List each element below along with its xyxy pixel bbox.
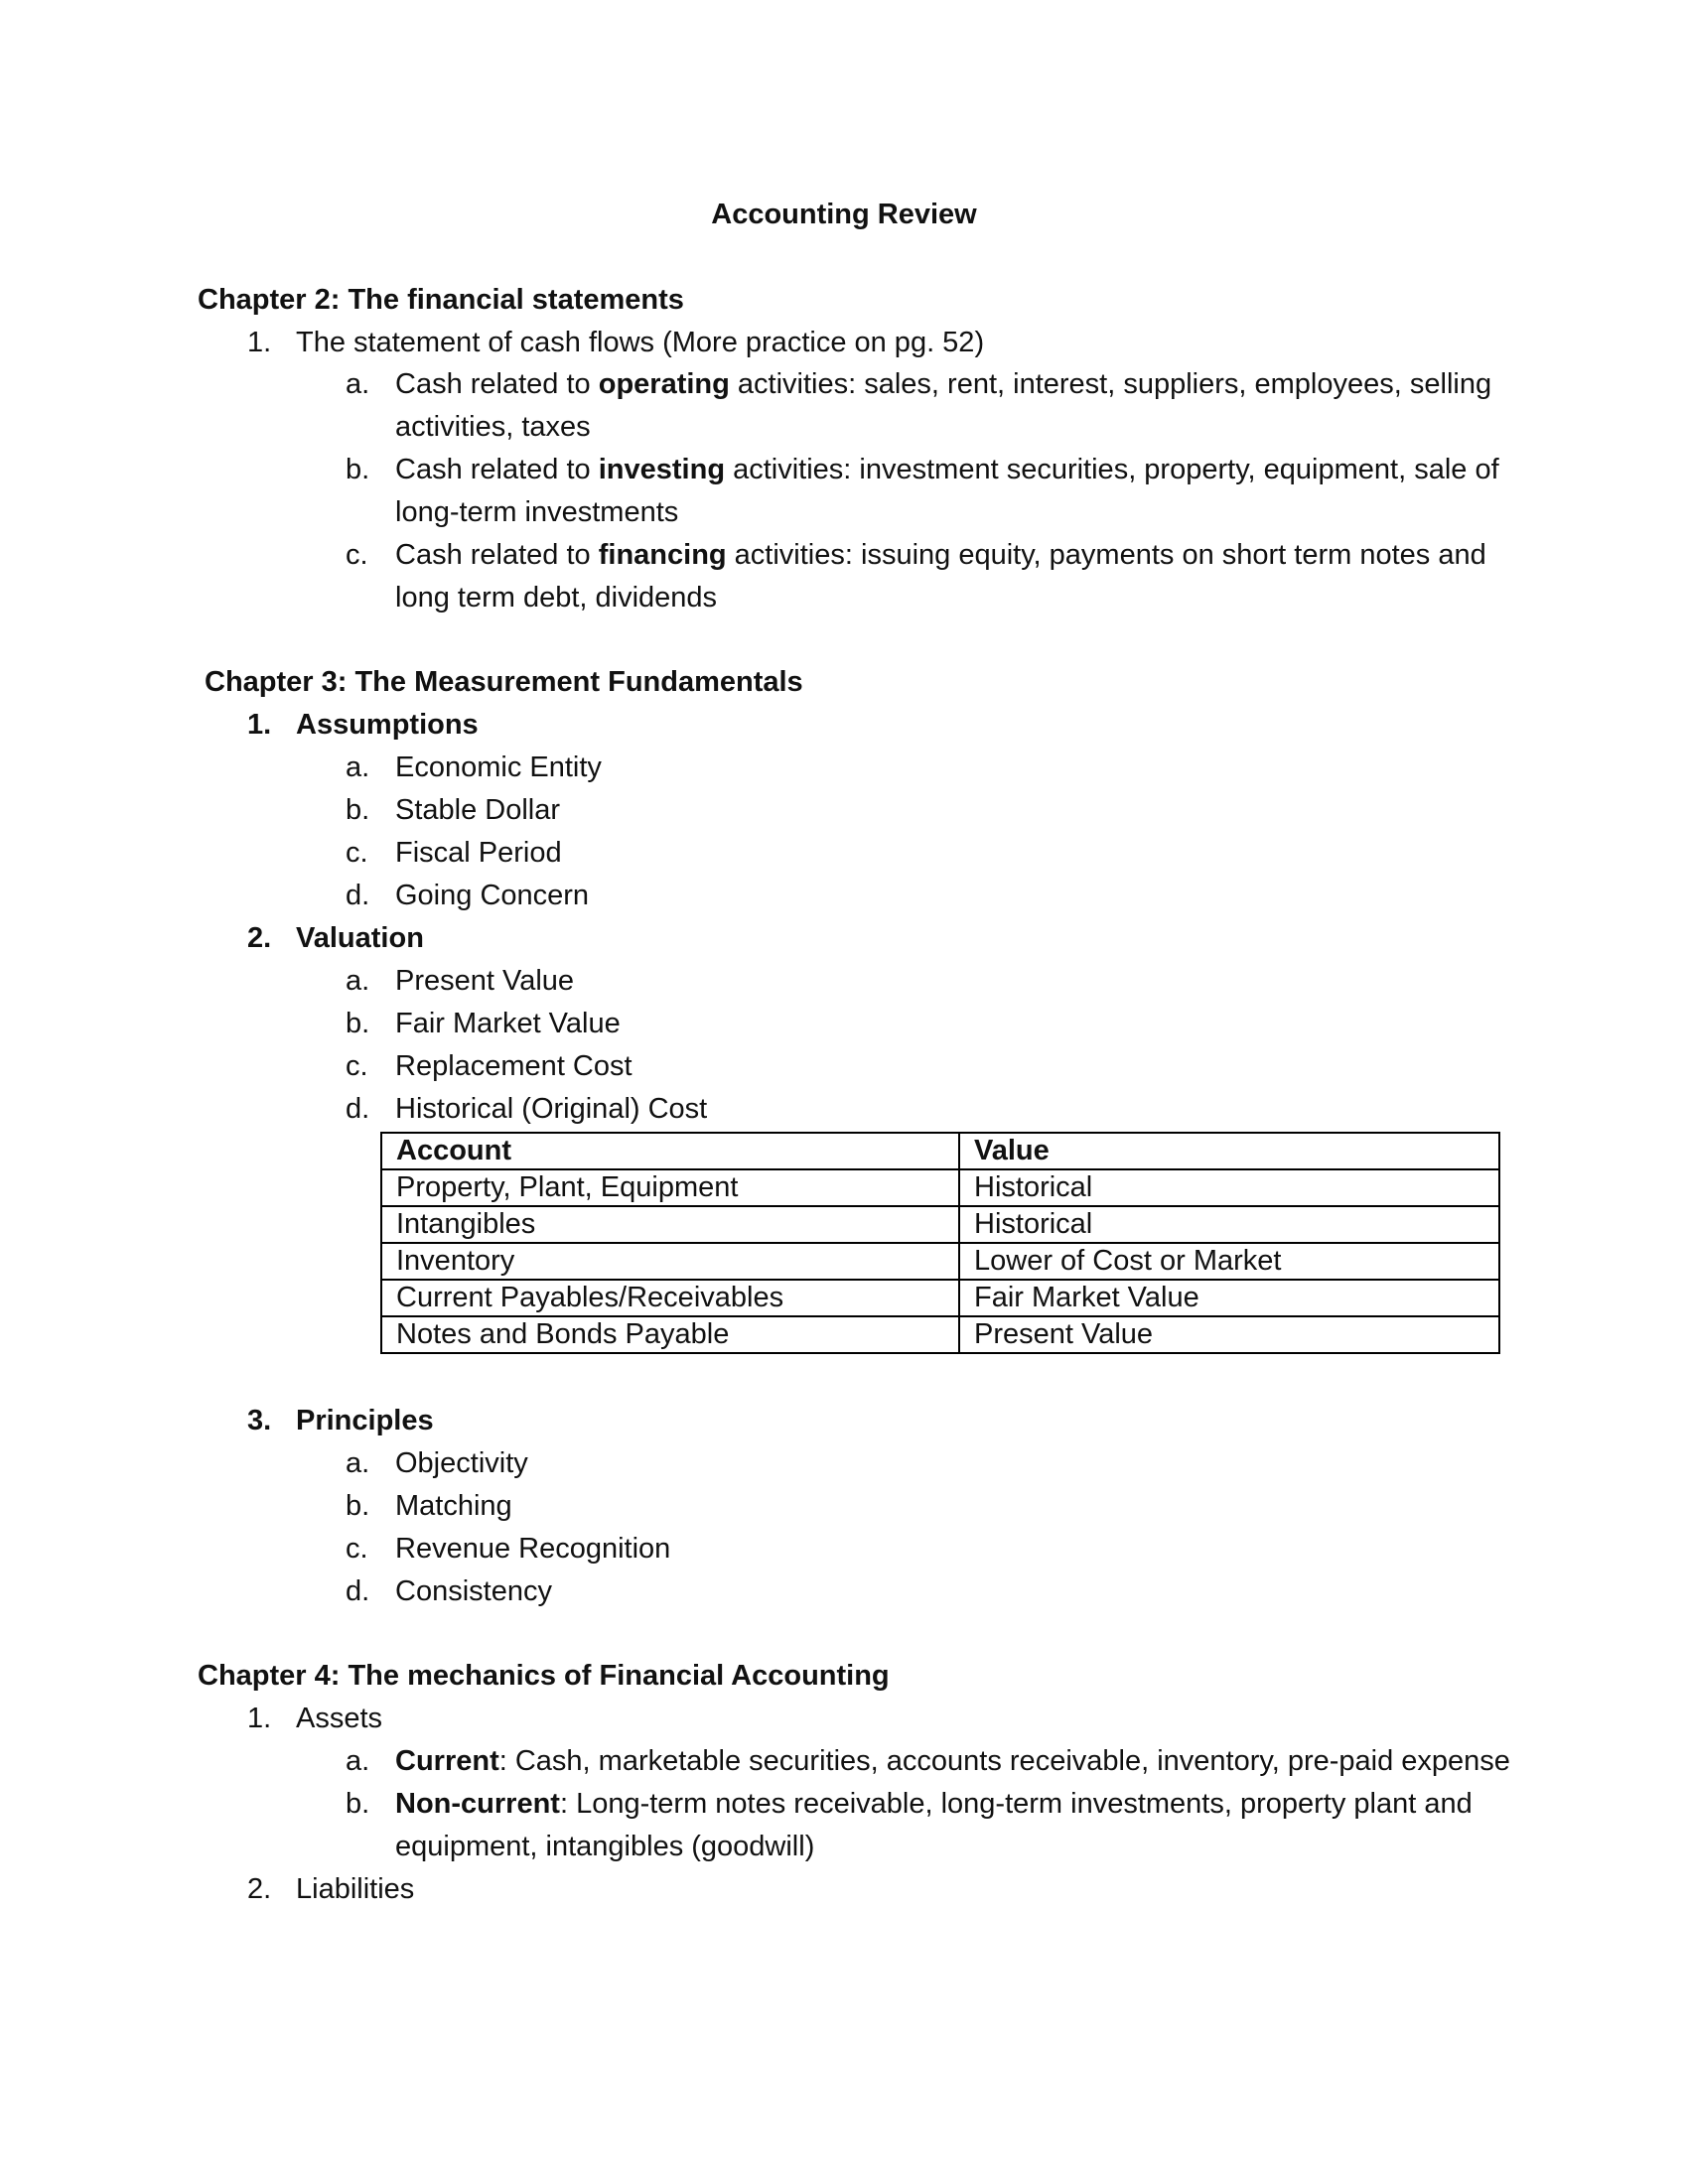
section-valuation: Valuation: [296, 922, 424, 954]
list-item: Replacement Cost: [395, 1050, 633, 1082]
list-item: The statement of cash flows (More practice on pg. 52): [296, 327, 985, 358]
list-letter: b.: [346, 1490, 370, 1522]
table-cell: Present Value: [959, 1316, 1499, 1353]
list-letter: d.: [346, 1575, 370, 1607]
list-number: 3.: [247, 1405, 272, 1436]
page-title: Accounting Review: [711, 199, 977, 230]
list-letter: c.: [346, 1533, 368, 1565]
list-item: Economic Entity: [395, 751, 602, 783]
list-letter: b.: [346, 1788, 370, 1820]
list-letter: b.: [346, 1008, 370, 1039]
table-cell: Intangibles: [381, 1206, 959, 1243]
section-principles: Principles: [296, 1405, 434, 1436]
list-letter: c.: [346, 539, 368, 571]
list-letter: c.: [346, 1050, 368, 1082]
list-item: Historical (Original) Cost: [395, 1093, 708, 1125]
list-number: 1.: [247, 327, 272, 358]
table-cell: Notes and Bonds Payable: [381, 1316, 959, 1353]
list-item: Cash related to operating activities: sales, rent, interest, suppliers, employees, selling: [395, 368, 1492, 400]
list-number: 1.: [247, 709, 272, 741]
table-cell: Historical: [959, 1206, 1499, 1243]
list-number: 1.: [247, 1703, 272, 1734]
list-item: Fair Market Value: [395, 1008, 621, 1039]
chapter-2-heading: Chapter 2: The financial statements: [198, 284, 684, 316]
list-number: 2.: [247, 1873, 272, 1905]
list-item: Assets: [296, 1703, 383, 1734]
table-header-cell: Account: [381, 1133, 959, 1169]
list-item: Objectivity: [395, 1447, 528, 1479]
list-item: Liabilities: [296, 1873, 415, 1905]
list-item: Going Concern: [395, 880, 590, 911]
list-letter: d.: [346, 880, 370, 911]
chapter-3-heading: Chapter 3: The Measurement Fundamentals: [205, 666, 803, 698]
list-letter: a.: [346, 965, 370, 997]
list-item: Matching: [395, 1490, 512, 1522]
list-item: Revenue Recognition: [395, 1533, 671, 1565]
table-header-cell: Value: [959, 1133, 1499, 1169]
list-item-continuation: activities, taxes: [395, 411, 591, 443]
list-letter: a.: [346, 368, 370, 400]
list-item: Non-current: Long-term notes receivable, long-term investments, property plant and: [395, 1788, 1473, 1820]
list-item: Cash related to investing activities: investment securities, property, equipment, sale of: [395, 454, 1499, 485]
table-cell: Fair Market Value: [959, 1280, 1499, 1316]
valuation-table: [380, 1132, 1500, 1354]
list-letter: a.: [346, 751, 370, 783]
table-row: [381, 1280, 1499, 1316]
table-row: [381, 1316, 1499, 1353]
list-number: 2.: [247, 922, 272, 954]
list-item: Consistency: [395, 1575, 552, 1607]
list-letter: b.: [346, 454, 370, 485]
table-row: [381, 1206, 1499, 1243]
list-item: Cash related to financing activities: issuing equity, payments on short term notes and: [395, 539, 1486, 571]
table-row: [381, 1169, 1499, 1206]
list-item-continuation: long-term investments: [395, 496, 679, 528]
table-cell: Current Payables/Receivables: [381, 1280, 959, 1316]
chapter-4-heading: Chapter 4: The mechanics of Financial Accounting: [198, 1660, 890, 1692]
list-item-continuation: long term debt, dividends: [395, 582, 718, 614]
list-letter: c.: [346, 837, 368, 869]
list-item: Current: Cash, marketable securities, accounts receivable, inventory, pre-paid expense: [395, 1745, 1510, 1777]
list-letter: a.: [346, 1745, 370, 1777]
list-item: Stable Dollar: [395, 794, 561, 826]
table-header-row: [381, 1133, 1499, 1169]
table-cell: Lower of Cost or Market: [959, 1243, 1499, 1280]
table-row: [381, 1243, 1499, 1280]
list-letter: b.: [346, 794, 370, 826]
list-letter: a.: [346, 1447, 370, 1479]
section-assumptions: Assumptions: [296, 709, 479, 741]
table-cell: Property, Plant, Equipment: [381, 1169, 959, 1206]
list-letter: d.: [346, 1093, 370, 1125]
list-item: Fiscal Period: [395, 837, 562, 869]
table-cell: Inventory: [381, 1243, 959, 1280]
table-cell: Historical: [959, 1169, 1499, 1206]
list-item: Present Value: [395, 965, 575, 997]
list-item-continuation: equipment, intangibles (goodwill): [395, 1831, 815, 1862]
